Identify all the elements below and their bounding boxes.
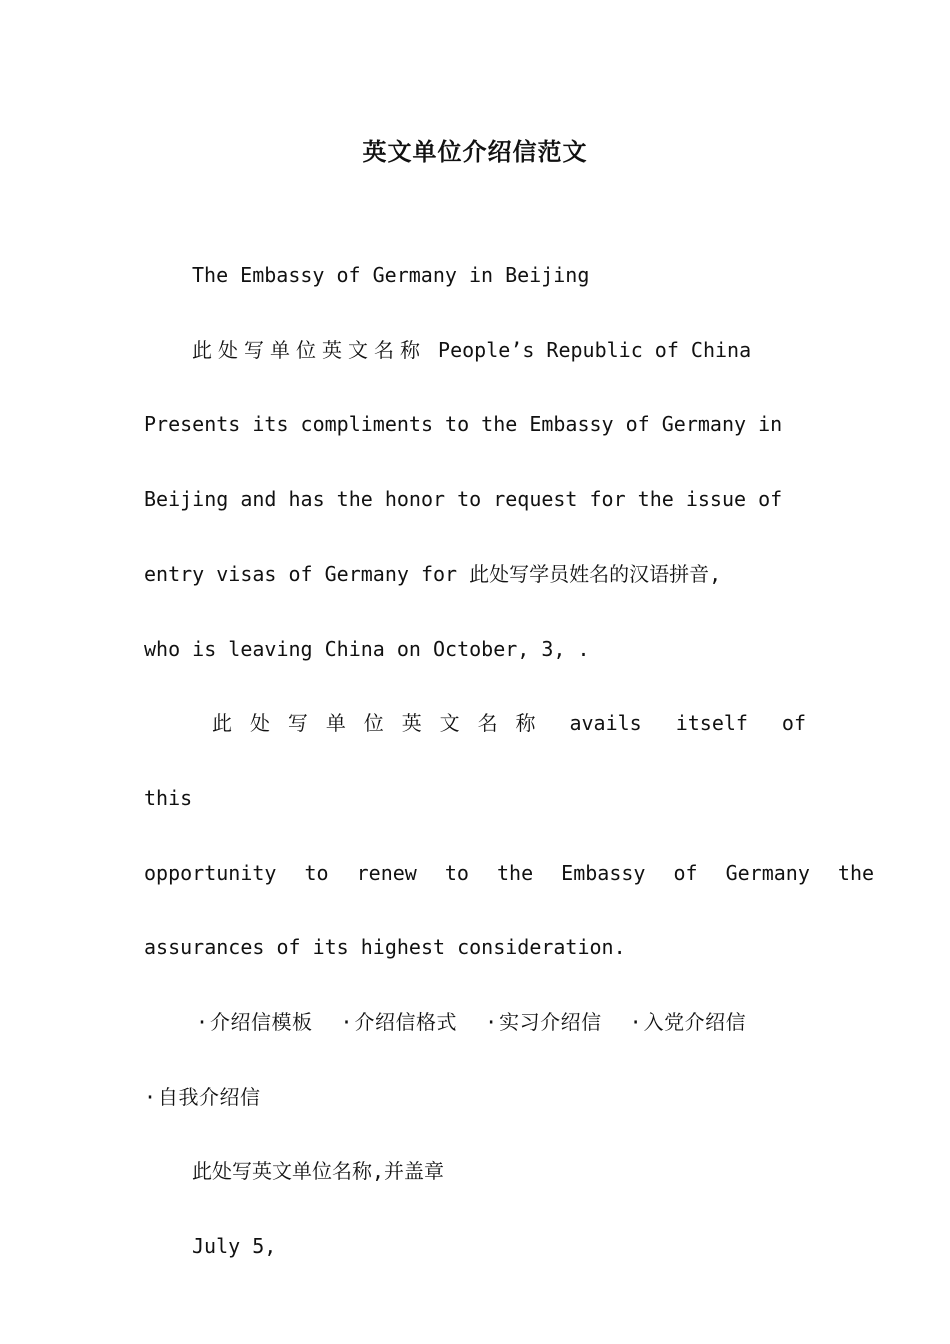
document-title: 英文单位介绍信范文 bbox=[362, 137, 588, 166]
paragraph-request bbox=[144, 313, 806, 388]
addressee-line: The Embassy of Germany in Beijing bbox=[192, 263, 590, 287]
paragraph-request-line-4 bbox=[144, 537, 806, 612]
signature-line: 此处写英文单位名称,并盖章 bbox=[192, 1159, 445, 1184]
org-name-placeholder: 此处写单位英文名称 bbox=[192, 337, 426, 362]
bullet-icon: · bbox=[340, 1010, 354, 1035]
paragraph-request-line-3: Beijing and has the honor to request for the issue of bbox=[144, 487, 783, 512]
paragraph-request-line-5: who is leaving China on October, 3, . bbox=[144, 636, 590, 661]
related-link-template[interactable]: ·介绍信模板 bbox=[196, 1010, 313, 1034]
closing-text: avails itself of this bbox=[144, 711, 807, 810]
paragraph-closing bbox=[144, 686, 806, 835]
visa-request-text: entry visas of Germany for bbox=[144, 561, 458, 586]
related-links bbox=[144, 985, 806, 1134]
bullet-icon: · bbox=[629, 1010, 643, 1035]
paragraph-request-line-2: Presents its compliments to the Embassy of Germany in bbox=[144, 412, 783, 437]
date-line: July 5, bbox=[192, 1234, 277, 1259]
org-name-placeholder-2: 此处写单位英文名称 bbox=[212, 711, 554, 736]
bullet-icon: · bbox=[485, 1010, 498, 1035]
letter-body bbox=[144, 238, 875, 1284]
bullet-icon: · bbox=[144, 1084, 157, 1109]
related-link-self-intro[interactable]: ·自我介绍信 bbox=[144, 1085, 261, 1109]
paragraph-closing-line-3: assurances of its highest consideration. bbox=[144, 935, 626, 960]
related-link-party[interactable]: ·入党介绍信 bbox=[630, 1010, 747, 1034]
student-name-placeholder: 此处写学员姓名的汉语拼音, bbox=[469, 561, 722, 586]
related-link-format[interactable]: ·介绍信格式 bbox=[341, 1010, 458, 1034]
related-link-internship[interactable]: ·实习介绍信 bbox=[485, 1010, 602, 1034]
country-name: People’s Republic of China bbox=[438, 337, 752, 362]
bullet-icon: · bbox=[196, 1010, 209, 1035]
paragraph-closing-line-2: opportunity to renew to the Embassy of Germany the bbox=[144, 860, 875, 885]
